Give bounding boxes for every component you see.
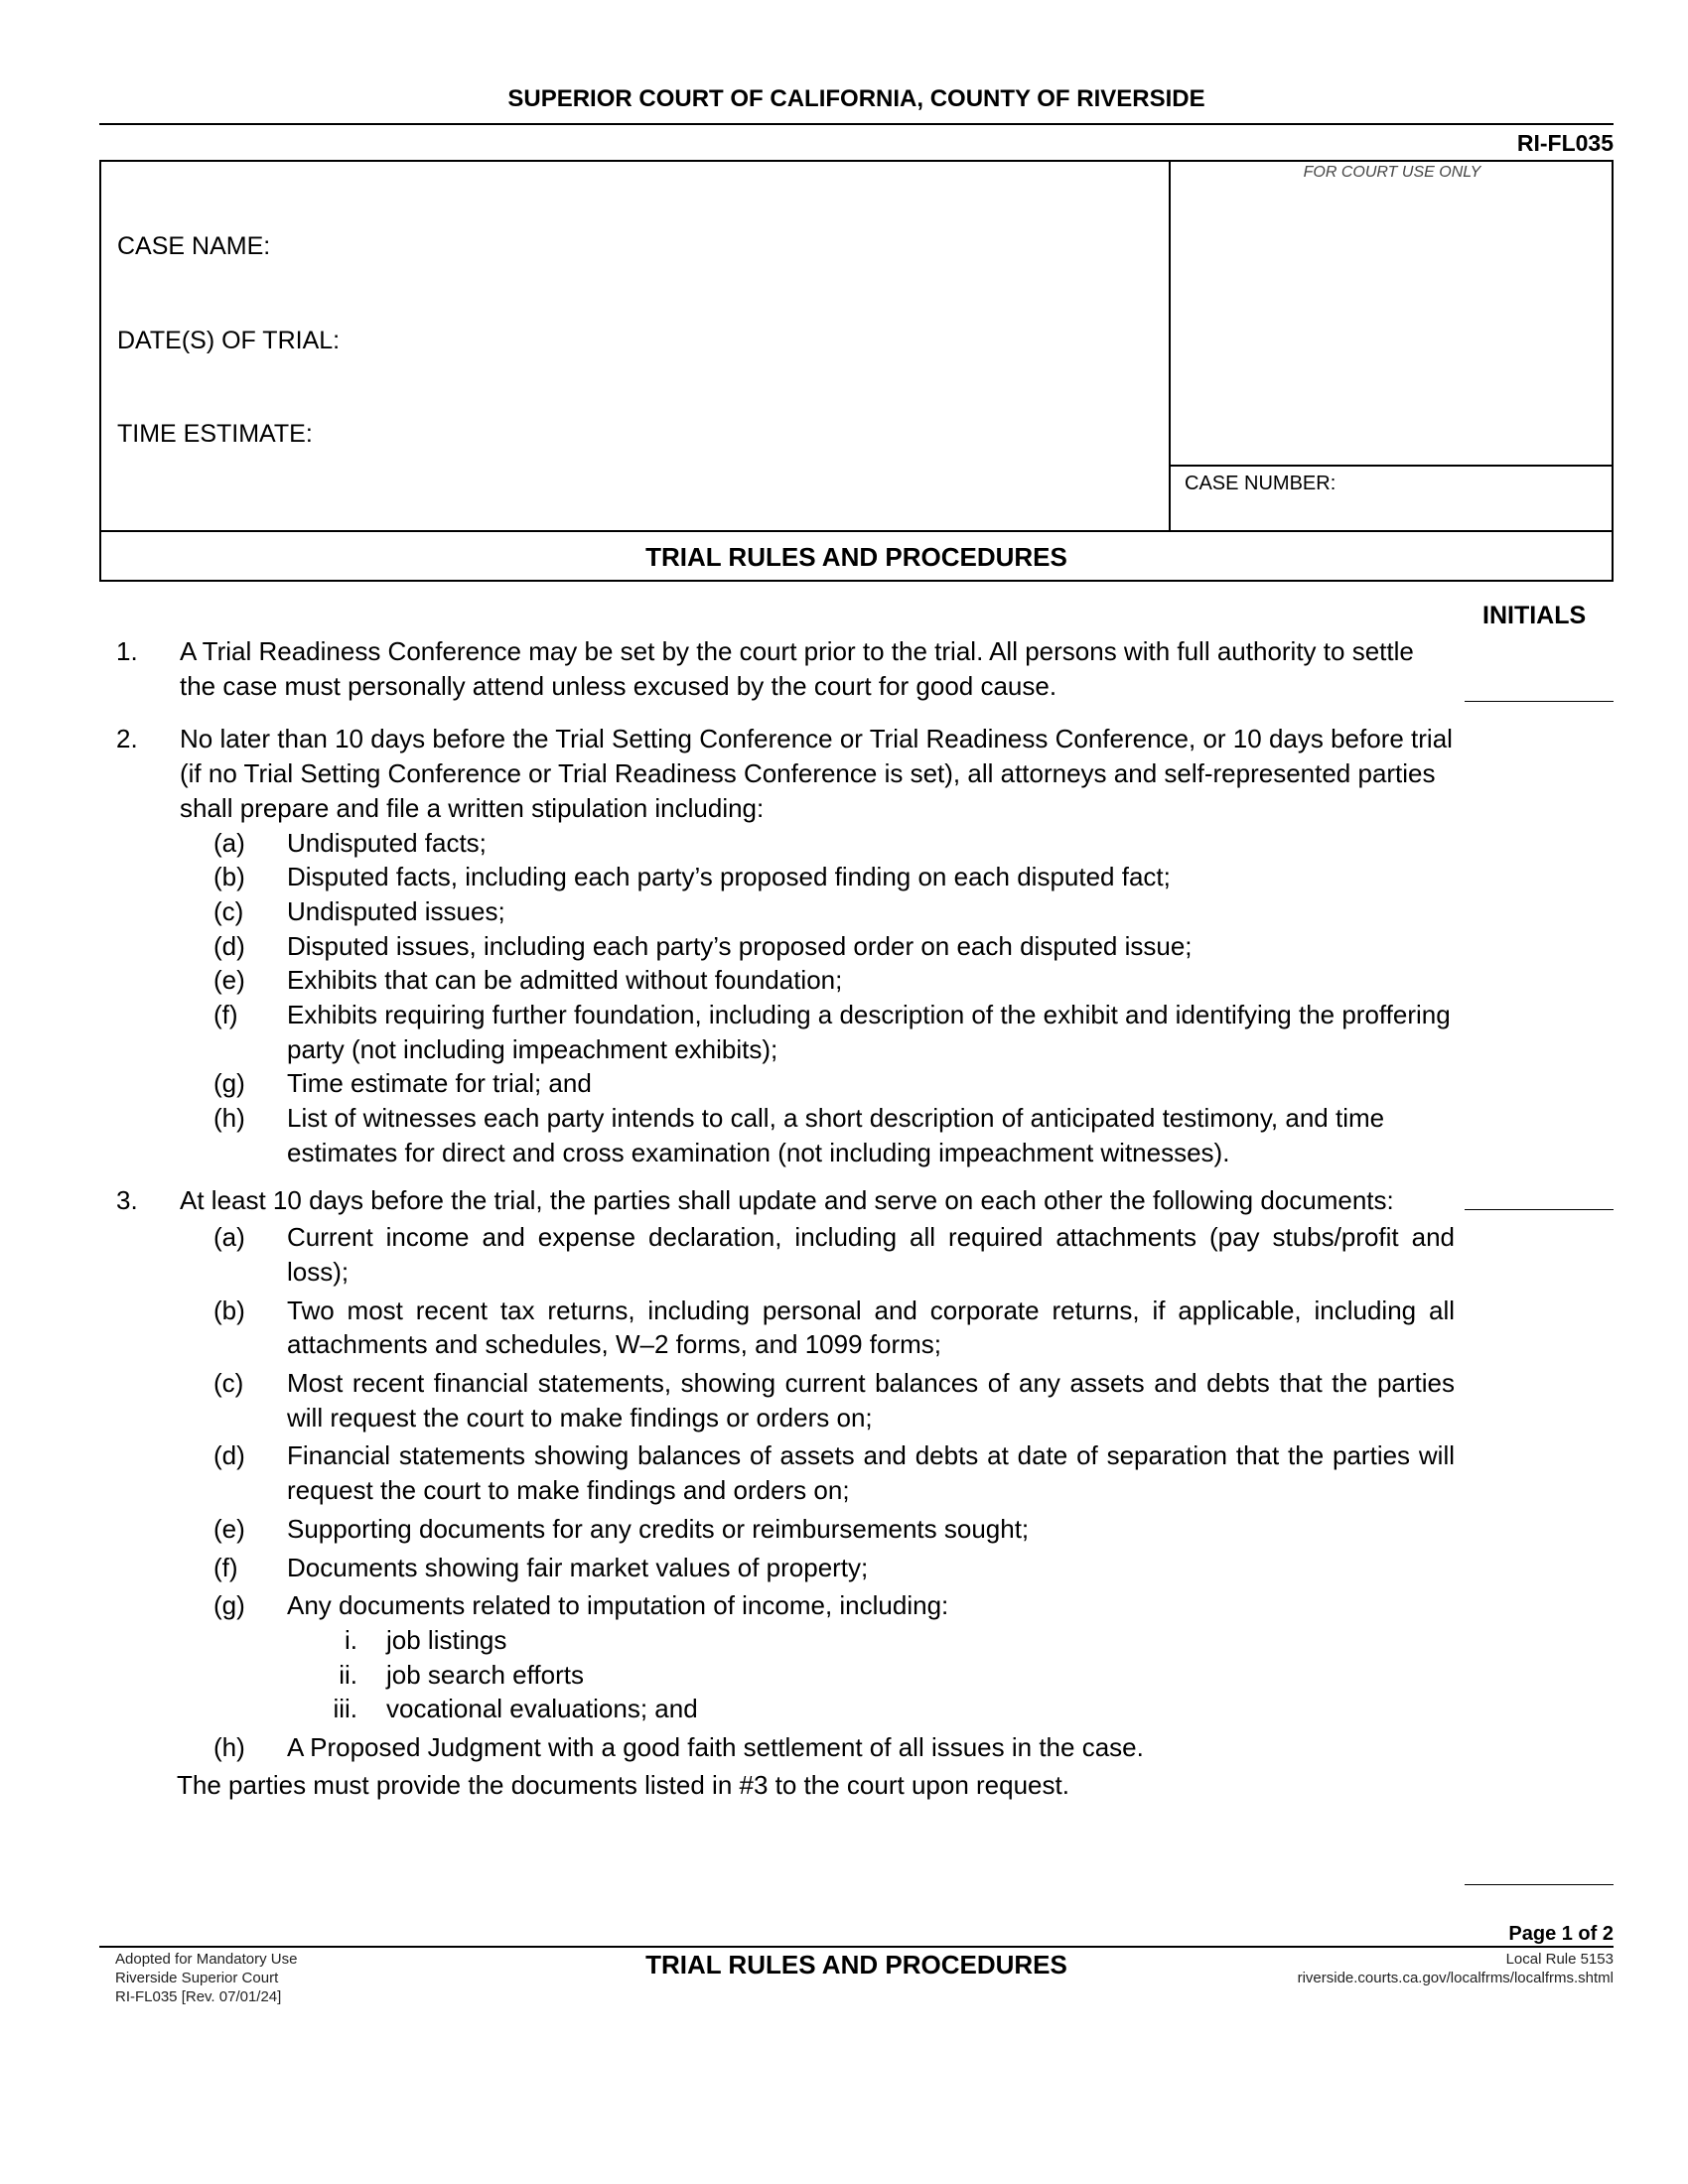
sub-item-letter: (g) (213, 1590, 245, 1621)
sub-item (99, 1438, 1455, 1507)
page-number: Page 1 of 2 (1508, 1923, 1614, 1945)
roman-item (99, 1692, 1455, 1726)
rule-text: A Trial Readiness Conference may be set by the court prior to the trial. All persons with full authority to settle the case must personally attend unless excused by the court for good cause. (180, 636, 1414, 701)
sub-item (99, 1294, 1455, 1362)
initials-field-1[interactable] (1465, 701, 1614, 702)
sub-item (99, 963, 1455, 998)
roman-item-text: job listings (386, 1624, 507, 1655)
sub-item-text: Disputed facts, including each party’s proposed finding on each disputed fact; (287, 862, 1171, 892)
form-title: TRIAL RULES AND PROCEDURES (101, 530, 1612, 582)
sub-item-letter: (f) (213, 1552, 238, 1582)
sub-item (99, 1101, 1455, 1169)
sub-item-text: Undisputed facts; (287, 827, 487, 858)
sub-item-text: Current income and expense declaration, including all required attachments (pay stubs/profit and loss); (287, 1222, 1455, 1287)
divider (99, 1946, 1614, 1948)
roman-item-text: vocational evaluations; and (386, 1694, 698, 1724)
rule-item (99, 722, 1455, 825)
sub-item-letter: (d) (213, 1440, 245, 1471)
sub-item (99, 1588, 1455, 1623)
rule-number: 1. (116, 636, 138, 666)
case-number-label: CASE NUMBER: (1185, 473, 1336, 494)
sub-item (99, 1512, 1455, 1547)
sub-item-letter: (d) (213, 930, 245, 961)
sub-item-text: Disputed issues, including each party’s proposed order on each disputed issue; (287, 930, 1193, 961)
sub-item-text: Most recent financial statements, showing current balances of any assets and debts that the parties will request the court to make findings or orders on; (287, 1368, 1455, 1433)
roman-item-text: job search efforts (386, 1659, 584, 1690)
sub-item-text: Any documents related to imputation of income, including: (287, 1590, 949, 1621)
sub-item-text: A Proposed Judgment with a good faith settlement of all issues in the case. (287, 1732, 1144, 1763)
sub-item-text: Documents showing fair market values of property; (287, 1552, 869, 1582)
case-name-field[interactable]: CASE NAME: (117, 232, 271, 260)
sub-item-letter: (b) (213, 862, 245, 892)
roman-numeral: ii. (339, 1659, 357, 1690)
initials-field-2[interactable] (1465, 1209, 1614, 1210)
case-info-area (101, 162, 1171, 530)
sub-item-letter: (h) (213, 1732, 245, 1763)
sub-item-letter: (h) (213, 1103, 245, 1134)
sub-item (99, 1366, 1455, 1434)
sub-item (99, 1551, 1455, 1585)
time-estimate-field[interactable]: TIME ESTIMATE: (117, 420, 313, 448)
sub-item (99, 860, 1455, 894)
roman-item (99, 1623, 1455, 1658)
footer-title: TRIAL RULES AND PROCEDURES (645, 1950, 1067, 1979)
sub-item (99, 929, 1455, 964)
sub-item-letter: (e) (213, 1513, 245, 1544)
court-use-only-label: FOR COURT USE ONLY (1303, 164, 1481, 181)
sub-item-text: Time estimate for trial; and (287, 1068, 592, 1099)
sub-item (99, 1730, 1455, 1765)
sub-item-letter: (c) (213, 1368, 244, 1399)
sub-item-text: List of witnesses each party intends to call, a short description of anticipated testimony, and time estimates for direct and cross examination (not including impeachment witnesses). (287, 1103, 1385, 1167)
court-title: SUPERIOR COURT OF CALIFORNIA, COUNTY OF RIVERSIDE (507, 85, 1205, 112)
divider (99, 123, 1614, 125)
sub-item-text: Exhibits requiring further foundation, including a description of the exhibit and identifying the proffering party (not including impeachment exhibits); (287, 1000, 1451, 1064)
roman-numeral: i. (345, 1624, 357, 1655)
form-id: RI-FL035 (1516, 130, 1614, 156)
footer-line: RI-FL035 [Rev. 07/01/24] (115, 1988, 282, 2005)
sub-item-letter: (b) (213, 1295, 245, 1325)
sub-item (99, 1066, 1455, 1101)
roman-numeral: iii. (333, 1694, 357, 1724)
rule-text: No later than 10 days before the Trial Setting Conference or Trial Readiness Conference, or 10 days before trial (if no Trial Setting Conference or Trial Readiness Conference is set), all attorneys and self-represented parties shall prepare and file a written stipulation including: (180, 724, 1453, 823)
sub-item-letter: (a) (213, 1222, 245, 1253)
sub-item-letter: (c) (213, 895, 244, 926)
sub-item-letter: (f) (213, 1000, 238, 1030)
caption-box (99, 160, 1614, 582)
rule-text: At least 10 days before the trial, the parties shall update and serve on each other the following documents: (180, 1184, 1394, 1215)
sub-item (99, 998, 1455, 1066)
sub-item-letter: (g) (213, 1068, 245, 1099)
case-number-field[interactable] (1171, 465, 1614, 530)
sub-item-text: Financial statements showing balances of assets and debts at date of separation that the parties will request the court to make findings and orders on; (287, 1440, 1455, 1506)
sub-item-text: Exhibits that can be admitted without foundation; (287, 965, 843, 996)
sub-item (99, 894, 1455, 929)
initials-heading: INITIALS (1482, 602, 1587, 629)
rule-number: 2. (116, 724, 138, 754)
roman-item (99, 1658, 1455, 1693)
local-rule: Local Rule 5153 (1505, 1951, 1614, 1968)
sub-item-letter: (a) (213, 827, 245, 858)
closing-note: The parties must provide the documents listed in #3 to the court upon request. (177, 1769, 1069, 1800)
website-link[interactable]: riverside.courts.ca.gov/localfrms/localfrms.shtml (1297, 1970, 1614, 1986)
footer-rule-info (1298, 1950, 1614, 1987)
sub-item-letter: (e) (213, 965, 245, 996)
sub-item (99, 826, 1455, 861)
sub-item (99, 1220, 1455, 1289)
rule-number: 3. (116, 1184, 138, 1215)
rules-body (99, 634, 1455, 1803)
rule-item (99, 634, 1455, 703)
initials-field-3[interactable] (1465, 1884, 1614, 1885)
dates-of-trial-field[interactable]: DATE(S) OF TRIAL: (117, 327, 341, 354)
sub-item-text: Supporting documents for any credits or reimbursements sought; (287, 1513, 1030, 1544)
sub-item-text: Two most recent tax returns, including personal and corporate returns, if applicable, including all attachments and schedules, W–2 forms, and 1099 forms; (287, 1295, 1455, 1360)
footer-line: Riverside Superior Court (115, 1970, 279, 1986)
sub-item-text: Undisputed issues; (287, 895, 505, 926)
footer-line: Adopted for Mandatory Use (115, 1951, 298, 1968)
rule-item (99, 1183, 1455, 1218)
